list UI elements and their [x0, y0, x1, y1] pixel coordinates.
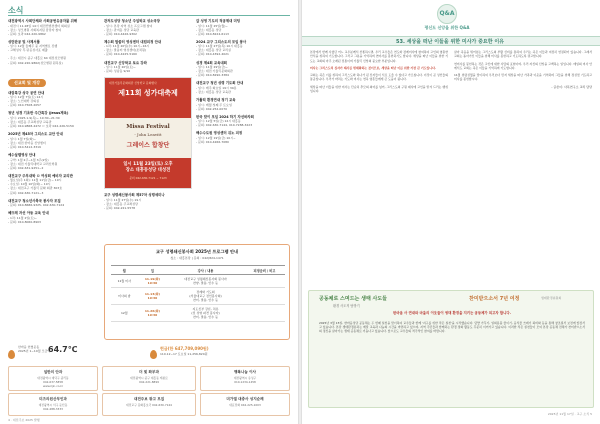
news-item-line: - 수요일: 10월 10일(화)~ 19시 [8, 182, 51, 187]
news-item [8, 174, 100, 195]
news-item [104, 40, 192, 57]
news-item-line: - 문의: 010-7508-2057 [8, 103, 41, 108]
news-item-title: 대전교구 청년 성령 기도회 안내 [196, 81, 244, 86]
ad-line: 대표전화 042-225-1003 [229, 403, 261, 407]
blood-donation-counter [8, 344, 144, 362]
news-item [196, 40, 290, 57]
news-item-title: 제수회 말씀터 영성센터 대림피정 안내 [104, 39, 162, 44]
news-item-line: - 주소: 대전시 중구 대흥로 64 대전성모병원 [8, 56, 67, 61]
news-item [196, 81, 290, 94]
qa-paragraph: 세상을 떠난 이들을 위한 미사는 단순히 추모의 의미를 넘어, 그리스도의 구원 제사에 고인을 맡겨 드리는 행위입니다. [310, 84, 448, 94]
schedule-cell-note [244, 288, 285, 305]
ad-box [200, 366, 290, 391]
news-item-title: 대림특강 성극 공연 안내 [8, 90, 45, 95]
schedule-cell-content: 대전교구 성령쇄신봉사회 봉사자 찬양, 말씀, 안수 등 [167, 275, 244, 288]
schedule-row [111, 288, 285, 305]
poster-venue: 장소 대흥동성당 대성전 [125, 168, 171, 174]
news-item [8, 132, 100, 149]
news-item-line: - 장소: 대흥동 주교좌성당 교육관 [8, 120, 52, 125]
news-item-title: 해수수도원 영성센터 위노 피정 [196, 131, 243, 136]
schedule-row [111, 275, 285, 288]
poster-inquiry: 문의 042-630-7121 ~ 7123 [129, 176, 167, 181]
news-item-line: - 장소: 대흥동 성당 교리실 [196, 48, 231, 53]
news-item-line: - 일시: 12월 5일(금) 12시 대흥동 [196, 119, 241, 124]
news-item-line: - 일시: 매주 화요일 19시 30분 [196, 85, 237, 90]
eco-right-title: 찬미받으소서 7년 여정 [469, 296, 520, 302]
news-item [8, 91, 100, 108]
news-item [8, 111, 100, 128]
news-item-line: - 문의: 042-631-9251~2 [8, 165, 44, 170]
news-item-line: - 장소: 성모병원 사회복지팀 담당자 참여 [8, 27, 62, 32]
schedule-subtitle: 청소 : 대흥본당 | 문의 : 042)824-1471 [170, 256, 224, 260]
news-item-line: - 일시: 11월 25일(월)~ [196, 23, 228, 28]
news-item-line: - 장소: 대흥동 주교좌성당 [104, 201, 138, 206]
qa-heading-bar [302, 36, 600, 46]
ad-line: 010-1234-1458 [234, 379, 256, 384]
poster-composer: - John Leavitt [134, 132, 162, 138]
news-item-line: - 문의: 보라 042-220-9862 [8, 31, 46, 36]
qa-paragraph: 본당에서 함께 사셨던 어느 교우분께서 선종하시면, 우리 교우들은 연도와 장례미사에 참여하여 고인의 영원한 안식을 위하여 기도합니다. 그리고 그분을 기억하며 연미사를 봉헌하기도 합니다. 세상을 떠난 이들을 위한 기도는 교회의 아주 오래된 전통이며 가톨릭 신앙의 중요한 부분입니다. [310, 50, 448, 63]
eco-body: 2025년 3월 15일, 한마음성당 공동체는 두 번째 실천을 맞이하여 교우들과 함께 '지구를 위한 작은 실천'을 시작했습니다. 텃밭 가꾸기, 일회용품 줄이기, 음식물 쓰레기 퇴비화 등을 통해 창조질서 보전에 앞장서고 있습니다. 본당 생태환경분과는 매달 교육과 나눔의 시간을 마련하고 있으며, 지역 주민들과 함께하는 환경 정화 활동도 꾸준히 이어가고 있습니다. 이러한 작은 실천들이 모여 본당 공동체 전체가 찬미받으소서의 정신을 살아가는 생태 공동체로 거듭나고 있습니다. 앞으로도 교우들의 적극적인 참여를 바랍니다. [319, 321, 585, 334]
eco-left-subtitle: 환경 사도직 탐방기 [333, 304, 360, 308]
news-item-line: - 일시: 1월 7일(화)~ [8, 136, 37, 141]
schedule-cell-note [244, 305, 285, 322]
eco-highlight: 한마음 사 연대와 마을의 이웃들이 생태 환경을 지키는 공동체가 되고자 합니다. [393, 311, 511, 315]
news-item [8, 56, 100, 64]
news-item-line: - 일시: 11월 27일(수) 19시 [104, 197, 142, 202]
ad-box [8, 366, 98, 391]
right-page [302, 0, 600, 424]
news-item-line: - 문의: 010-8224-6113 [196, 31, 229, 36]
ad-title: 행복나눔 이사 [233, 370, 257, 374]
offering-amount: 헌금(한 647,709,090원) [160, 346, 209, 351]
ad-title: 미가엘 대중사 성지순례 [226, 397, 264, 401]
news-item-title: 대전광역시 사회단체와 사회공헌유공자를 위해 [8, 19, 78, 23]
news-item [196, 131, 290, 144]
news-item-line: - 문의: 042-630-7144, 010-7288-3223 [196, 123, 253, 128]
news-item-line: - 장소: 관저동 성당 교육관 [104, 27, 139, 32]
ad-line: 대전교구 문화홍보국 042-630-7144 [126, 403, 172, 407]
news-item-title: 대전교구 신앙학교 토요 강좌 [104, 60, 147, 65]
ad-title: 미즈의원산부인과 [39, 397, 67, 401]
donation-label-1: 한마음 헌혈운동 [18, 345, 40, 349]
ad-line: 대전광역시 중구 대흥동 계룡로 [130, 376, 168, 380]
schedule-header: 일 [138, 266, 168, 275]
poster-choir: 그레이스 합창단 [126, 142, 170, 150]
schedule-cell-day: 11.13(화) 19:30 [138, 288, 168, 305]
poster-title: 제11회 성가대축제 [118, 89, 178, 98]
news-item-title: 성탄판공 및 사제서품 [8, 39, 40, 44]
news-item-title: 예수살렘영성 안내 [8, 153, 36, 157]
news-item-title: 2024 교구 그리스도의 모임 봉사 [196, 39, 247, 44]
qa-logo [422, 4, 472, 34]
news-item-line: - 장소: 대흥동 성당 교육관 [196, 89, 231, 94]
schedule-cell-note [244, 275, 285, 288]
news-item [8, 211, 100, 224]
news-item-line: - 문의: 010-8686-9325, 042-630-7124 [8, 203, 65, 208]
news-item-title: 관저도성당 청소년 주일학교 성소국장 [104, 19, 160, 23]
qa-paragraph: 연미사를 봉헌하는 것은 고인에 대한 사랑의 표현이며, 우리 자신의 신앙을 고백하는 일입니다. 매일의 미사 안에서도 교회는 죽은 이들을 기억하며 기도합니다. [454, 61, 592, 70]
left-page [0, 0, 298, 424]
news-item-line: - 구약: 1월 2주~1월 3주(2일) [8, 157, 49, 162]
ad-line: 대전광역시 유성구 [233, 376, 257, 380]
news-item-title: 성경 제4회 교육대회 [196, 60, 227, 65]
schedule-box [104, 244, 290, 340]
news-item-line: - 문의: 010-8060-8903 [8, 219, 41, 224]
ad-box [8, 393, 98, 416]
concert-poster [104, 77, 192, 189]
offering-note: 110.12~17 토요일 11,256,820원 [160, 352, 208, 356]
right-footer: 2025년 11월 17일 · 교구 소식 5 [547, 412, 592, 416]
news-item-line: - 문의: 042-221-5578 [104, 205, 136, 210]
blood-drop-icon [8, 350, 15, 359]
ad-line: 대전광역시 대덕구 중리동 [37, 376, 69, 380]
schedule-header: 피정준비 / 비고 [244, 266, 285, 275]
news-item-line: - 장소: 대전 한마음 신앙센터 [8, 140, 46, 145]
news-item-line: - 일시: 11월 27일(목) 10시 대흥동 [196, 44, 243, 49]
poster-subtitle: 대전가톨릭문화회관 신앙학교 문화행사 [109, 81, 157, 86]
coin-icon [150, 350, 157, 359]
news-item-line: - 장소: 대전 가톨릭문화회관 [196, 69, 233, 74]
news-item-title: 2025년 제45차 그리스도 교안 안내 [8, 132, 63, 137]
news-item [196, 115, 290, 128]
schedule-cell-day: 11.19(화) 19:30 [138, 275, 168, 288]
news-item-line: - 대전시 11.28일 14시 대전컨벤션센터 회의실 [8, 23, 70, 28]
donation-label-2: 2025년 1~10월 모금액 [18, 349, 51, 354]
ad-box [102, 393, 196, 416]
schedule-cell-month: 11월 미사 [111, 275, 138, 288]
news-item [8, 199, 100, 208]
news-item-title: 가톨릭 환경연대 정기 교육 [196, 98, 236, 103]
news-item-line: - 1차: 11월 2일(토)~ [8, 215, 38, 220]
qa-signature: - 글쓴이: 사목연구소 교리 담당 [551, 84, 592, 89]
ad-title: 일반의 안과 [43, 370, 63, 374]
news-item-line: - 일시: 2025.1.9(목)~ 19:30~21:30 [8, 115, 60, 120]
qa-paragraph: 교회는 죽은 이를 위하여 그리스도와 하나가 된 신자들이 서로 도울 수 있다고 가르칩니다. 이것이 곧 성인들의 통공입니다. 우리가 바치는 기도와 미사는 연옥 영혼들에게 큰 도움이 됩니다. [310, 73, 448, 82]
poster-bottom [105, 158, 191, 189]
news-item-line: - 일시: 11월 29일(금)~ [196, 65, 228, 70]
qa-column-2 [454, 50, 592, 89]
news-column-3 [196, 19, 290, 148]
news-item-line: - 일시: 본당 지역 성소 프로그램 참여 [104, 23, 153, 28]
news-item-line: - 일시: 12월 7일(토) 14시 [8, 95, 44, 100]
news-item-title: 갈 성영 기도의 적공제대 미팅 [196, 19, 241, 23]
schedule-cell-month: 12월 [111, 305, 138, 322]
news-item-line: - 일시: 11월 20일(토)~ [104, 65, 136, 70]
ad-line: www.iljin.co.kr [42, 383, 64, 388]
news-item [104, 61, 192, 74]
section-title: 소식 [8, 6, 24, 15]
schedule-cell-month: 미사의 밤 [111, 288, 138, 305]
news-item-line: - 문의: 042-220-9862(성모병원 원목실) [8, 60, 63, 65]
news-item-line: - 고해성사 후 판공성사표 제출 [8, 48, 48, 53]
schedule-header: 월 [111, 266, 138, 275]
ad-line: 대전광역시 서구 둔산동 [38, 403, 68, 407]
news-column-1 [8, 19, 100, 228]
news-item-title: 교구 성령쇄신봉사회 제57차 성령세미나 [104, 193, 165, 198]
news-item-line: - 장소: 노인대학 강의실 [8, 99, 40, 104]
news-item-line: - 문의: 010-4392-4021 [196, 52, 229, 57]
news-item-line: - 1차: 11월 20일(수) 10시~16시 [104, 44, 150, 49]
news-item-title: 청년 성경 기초반 주간특강 (Jesus제육) [8, 111, 69, 116]
qa-column-1 [310, 50, 448, 96]
ad-box [102, 366, 196, 391]
qa-badge-icon: Q&A [437, 4, 457, 24]
news-item [196, 98, 290, 111]
news-item [196, 19, 290, 36]
schedule-row [111, 305, 285, 322]
news-item-line: - 일시: 12월 19일(금) 10시~ [196, 135, 236, 140]
ad-title: 대전주보 광고 모집 [133, 397, 165, 401]
ad-line: 042-637-5858 [43, 379, 63, 384]
ad-line: 042-488-3333 [43, 406, 63, 411]
news-item-line: - 장소: 대흥동 성당 [196, 27, 222, 32]
schedule-table [111, 265, 285, 322]
left-footer: 4 · 대전주보 2025 발행 [8, 418, 40, 422]
news-item-line: - 문의: 010-8290-3384 [196, 73, 229, 78]
news-column-2 [104, 19, 192, 214]
ad-box [200, 393, 290, 416]
news-item-line: - 일시: 12월 둘째주 중 지역별로 진행 [8, 44, 58, 49]
news-item-title: 대전교구 주부대학 ㅁ 여성회 예비자 교리반 [8, 173, 73, 178]
news-item-line: - 장소: 대전교구 가톨릭 문화 회관 303호 [8, 186, 63, 191]
news-item-line: - 문의: 010-4266-7080 [196, 140, 229, 144]
eco-section [308, 290, 594, 408]
poster-date: 일시 11월 23일(토) 오후 [123, 162, 173, 168]
news-item [104, 19, 192, 36]
news-item-line: - 문의: 010-4225-5160 [104, 52, 137, 57]
news-item [8, 19, 100, 36]
news-item [8, 153, 100, 170]
ad-title: 더 빛 화부과 [139, 370, 159, 374]
poster-middle [105, 118, 191, 158]
section-rule [8, 15, 290, 16]
news-item-line: - 문의: 010-4426-9302 [104, 31, 137, 36]
news-item-line: - 문의: 042-252-0070 [196, 106, 228, 111]
qa-paragraph: 살아 죽음을 뛰어넘는 그리스도의 부활 신비를 통하여 우리는 죽은 이들과 여전히 연결되어 있습니다. 그래서 교회는 돌아가신 이들을 위해 미사를 봉헌하고 기도하도록 권고합니다. [454, 50, 592, 59]
poster-top [105, 78, 191, 118]
qa-heading: 53. 세상을 떠난 이들을 위한 미사가 중요한 이유 [396, 39, 504, 45]
qa-highlight: 미사는 그리스도의 십자가 제사를 현재화하는 것이므로, 세상을 떠난 이를 위한 가장 큰 기도입니다. [310, 65, 436, 70]
news-item-line: - 장소: 대전 가톨릭대학교 교리신학원 [8, 161, 58, 166]
schedule-cell-content: 전례와 기도회 (서울대교구 전인봉사회) 찬미, 말씀, 안수 등 [167, 288, 244, 305]
qa-paragraph: 11월 위령성월을 맞이하여 우리보다 먼저 세상을 떠난 가족과 이웃을 기억하며 그들을 위해 정성껏 기도하고 미사를 봉헌합시다. [454, 73, 592, 82]
news-item-line: - 문의: 042-630-7121~3 [8, 190, 44, 195]
news-item [104, 193, 192, 210]
schedule-cell-day: 11.26(화) 19:30 [138, 305, 168, 322]
eco-right-subtitle: 생태환경위원회 [541, 296, 562, 300]
news-item-title: 한국 맞이 모임 2024 하기 자선바자회 [196, 114, 254, 119]
news-item-line: - 문의: 010-9868-4472 ㅁ 보라 042-226-5159 [8, 124, 74, 129]
news-item-line: - 문의: 010-5412-3319 [8, 144, 41, 149]
news-item-title: 혜뜨레 자선 아동 교육 안내 [8, 211, 49, 216]
news-item-line: - 문의: 성남동 9/10 [104, 69, 131, 74]
ad-line: 042-221-8899 [139, 379, 159, 384]
news-item-line: - 장소: 말씀터 영성센터(조치원) [104, 48, 147, 53]
poster-english-title: Missa Festival [126, 124, 170, 131]
donation-temperature: 64.7℃ [48, 345, 78, 354]
schedule-title: 교구 성령쇄신봉사회 2025년 프로그램 안내 [155, 249, 239, 254]
section-pill: 선교회 및 개강 [8, 79, 46, 87]
offering-counter [150, 344, 290, 362]
news-item-line: - 월요일(주 1회): 11월 11일(금)~ 19시 [8, 178, 62, 183]
eco-left-title: 공동체로 스며드는 생태 사도들 [319, 296, 388, 302]
schedule-cell-content: 지도신부 강론, 치유 (전 성영 파견 봉사자) 찬미, 말씀, 안수 등 [167, 305, 244, 322]
schedule-header: 강사 / 내용 [167, 266, 244, 275]
news-item-line: - 일시: 매월 첫째 주 토요일 [196, 102, 232, 107]
news-item [196, 61, 290, 78]
qa-banner-text: 평신도 신앙을 위한 Q&A [424, 25, 470, 30]
news-item-title: 대전교구 청소년사목국 봉사자 모집 [8, 198, 61, 203]
news-item [8, 40, 100, 53]
